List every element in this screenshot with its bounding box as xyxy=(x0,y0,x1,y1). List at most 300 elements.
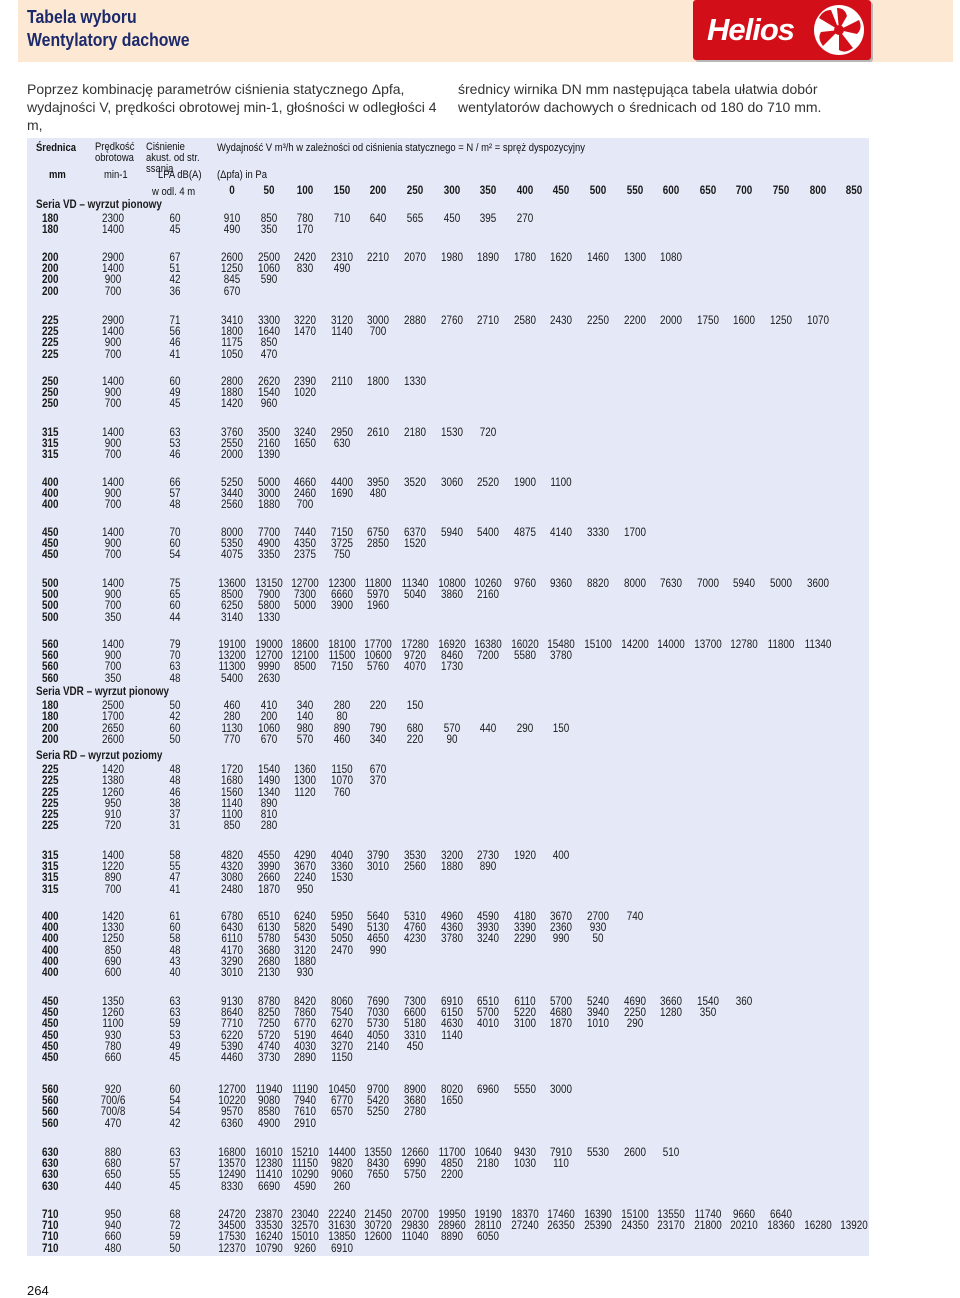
speed-cell: 1400 xyxy=(101,326,125,339)
speed-cell: 700 xyxy=(104,600,122,613)
noise-cell: 49 xyxy=(169,387,181,400)
capacity-cell: 2000 xyxy=(220,449,244,462)
noise-cell: 44 xyxy=(169,611,181,624)
capacity-cell: 9080 xyxy=(257,1095,280,1108)
capacity-cell: 1870 xyxy=(550,1018,573,1031)
capacity-cell: 17460 xyxy=(547,1209,576,1221)
speed-cell: 950 xyxy=(104,1209,122,1221)
capacity-cell: 29830 xyxy=(401,1220,429,1233)
noise-cell: 60 xyxy=(169,600,181,613)
capacity-cell: 3310 xyxy=(403,1029,427,1042)
noise-cell: 53 xyxy=(169,438,181,451)
pressure-header: 350 xyxy=(479,185,497,197)
capacity-cell: 490 xyxy=(333,263,351,276)
header-unit-min: min-1 xyxy=(104,169,128,181)
capacity-cell: 4350 xyxy=(294,538,317,551)
capacity-cell: 2210 xyxy=(367,252,390,264)
diameter-cell: 560 xyxy=(42,1095,59,1108)
diameter-cell: 450 xyxy=(42,1052,59,1064)
capacity-cell: 23170 xyxy=(657,1220,685,1233)
capacity-cell: 6660 xyxy=(330,589,353,602)
capacity-cell: 1030 xyxy=(513,1158,536,1171)
capacity-cell: 1890 xyxy=(477,252,500,264)
capacity-cell: 10220 xyxy=(218,1095,246,1108)
capacity-cell: 3330 xyxy=(586,527,610,539)
noise-cell: 47 xyxy=(169,872,181,885)
noise-cell: 56 xyxy=(169,326,181,339)
capacity-cell: 16920 xyxy=(437,639,466,651)
diameter-cell: 200 xyxy=(42,733,59,746)
capacity-cell: 4850 xyxy=(440,1158,463,1171)
noise-cell: 79 xyxy=(169,639,181,651)
speed-cell: 1260 xyxy=(101,786,125,799)
capacity-cell: 720 xyxy=(479,427,497,439)
capacity-cell: 1800 xyxy=(220,326,244,339)
capacity-cell: 1720 xyxy=(220,764,244,777)
diameter-cell: 630 xyxy=(42,1147,59,1159)
capacity-cell: 12700 xyxy=(291,578,319,590)
capacity-cell: 13200 xyxy=(218,650,246,663)
noise-cell: 54 xyxy=(169,1106,181,1119)
capacity-cell: 4640 xyxy=(330,1029,353,1042)
capacity-cell: 1060 xyxy=(257,722,280,735)
noise-cell: 72 xyxy=(169,1220,181,1233)
speed-cell: 480 xyxy=(104,1242,122,1255)
capacity-cell: 2200 xyxy=(440,1169,463,1182)
noise-cell: 63 xyxy=(169,661,181,674)
capacity-cell: 1070 xyxy=(806,315,829,327)
capacity-cell: 10290 xyxy=(291,1169,319,1182)
capacity-cell: 110 xyxy=(553,1158,570,1171)
capacity-cell: 1420 xyxy=(220,398,244,411)
capacity-cell: 8430 xyxy=(367,1158,390,1171)
capacity-cell: 3390 xyxy=(513,922,536,935)
capacity-cell: 350 xyxy=(699,1007,717,1020)
capacity-cell: 7900 xyxy=(257,589,280,602)
header-unit-mm: mm xyxy=(49,169,66,181)
capacity-cell: 1880 xyxy=(294,955,317,968)
capacity-cell: 990 xyxy=(553,933,570,946)
diameter-cell: 450 xyxy=(42,1040,59,1053)
capacity-cell: 12490 xyxy=(218,1169,246,1182)
diameter-cell: 200 xyxy=(42,274,59,287)
capacity-cell: 450 xyxy=(406,1040,424,1053)
capacity-cell: 2520 xyxy=(477,477,500,489)
noise-cell: 36 xyxy=(169,285,181,298)
capacity-cell: 15100 xyxy=(620,1209,649,1221)
capacity-cell: 670 xyxy=(260,733,277,746)
diameter-cell: 225 xyxy=(42,786,59,799)
capacity-cell: 12600 xyxy=(364,1231,393,1244)
capacity-cell: 3350 xyxy=(257,549,280,562)
capacity-cell: 370 xyxy=(370,775,387,788)
pressure-header: 750 xyxy=(772,185,790,197)
capacity-cell: 6110 xyxy=(221,933,243,946)
capacity-cell: 5700 xyxy=(550,996,573,1008)
capacity-cell: 6050 xyxy=(477,1231,500,1244)
speed-cell: 930 xyxy=(104,1029,122,1042)
capacity-cell: 1150 xyxy=(331,1052,353,1064)
diameter-cell: 630 xyxy=(42,1180,59,1193)
noise-cell: 50 xyxy=(169,733,181,746)
capacity-cell: 32570 xyxy=(291,1220,319,1233)
capacity-cell: 3010 xyxy=(220,967,244,979)
capacity-cell: 7300 xyxy=(294,589,317,602)
noise-cell: 48 xyxy=(169,499,181,512)
capacity-cell: 1640 xyxy=(257,326,280,339)
speed-cell: 900 xyxy=(104,387,122,400)
capacity-cell: 1620 xyxy=(550,252,573,264)
speed-cell: 660 xyxy=(104,1052,122,1064)
noise-cell: 50 xyxy=(169,700,181,713)
capacity-cell: 220 xyxy=(370,700,387,713)
capacity-cell: 12700 xyxy=(254,650,283,663)
capacity-cell: 2140 xyxy=(367,1040,390,1053)
speed-cell: 890 xyxy=(104,872,122,885)
capacity-cell: 5000 xyxy=(257,477,280,489)
capacity-cell: 3410 xyxy=(220,315,244,327)
diameter-cell: 560 xyxy=(42,672,59,685)
capacity-cell: 3670 xyxy=(294,861,317,874)
capacity-cell: 3680 xyxy=(403,1095,427,1108)
capacity-cell: 3140 xyxy=(220,611,244,624)
capacity-cell: 4460 xyxy=(220,1052,244,1064)
capacity-cell: 2460 xyxy=(294,488,317,501)
capacity-cell: 2500 xyxy=(257,252,280,264)
capacity-cell: 13150 xyxy=(254,578,283,590)
noise-cell: 45 xyxy=(169,1052,181,1064)
capacity-cell: 770 xyxy=(223,733,241,746)
capacity-cell: 280 xyxy=(333,700,351,713)
capacity-cell: 17530 xyxy=(218,1231,246,1244)
capacity-cell: 1100 xyxy=(550,477,573,489)
capacity-cell: 2480 xyxy=(220,883,244,896)
capacity-cell: 6960 xyxy=(477,1084,500,1096)
diameter-cell: 315 xyxy=(42,449,59,462)
capacity-cell: 14400 xyxy=(328,1147,356,1159)
noise-cell: 63 xyxy=(169,1147,181,1159)
header-speed: Prędkość obrotowa xyxy=(95,141,135,164)
capacity-cell: 6910 xyxy=(330,1242,353,1255)
capacity-cell: 7540 xyxy=(330,1007,353,1020)
diameter-cell: 225 xyxy=(42,764,59,777)
capacity-cell: 1070 xyxy=(330,775,353,788)
capacity-cell: 6240 xyxy=(294,911,317,923)
capacity-cell: 3300 xyxy=(257,315,280,327)
capacity-cell: 1650 xyxy=(440,1095,463,1108)
capacity-cell: 2070 xyxy=(403,252,427,264)
capacity-cell: 8060 xyxy=(330,996,353,1008)
capacity-cell: 7150 xyxy=(330,661,353,674)
capacity-cell: 3000 xyxy=(257,488,280,501)
capacity-cell: 3500 xyxy=(257,427,280,439)
capacity-cell: 7910 xyxy=(550,1147,573,1159)
capacity-cell: 4360 xyxy=(440,922,463,935)
series-label: Seria VD – wyrzut pionowy xyxy=(36,199,162,211)
capacity-cell: 1250 xyxy=(220,263,244,276)
capacity-cell: 13600 xyxy=(218,578,246,590)
capacity-cell: 780 xyxy=(296,213,314,226)
noise-cell: 65 xyxy=(169,589,181,602)
capacity-cell: 700 xyxy=(370,326,387,339)
diameter-cell: 450 xyxy=(42,1018,59,1031)
capacity-cell: 750 xyxy=(333,549,351,562)
capacity-cell: 3440 xyxy=(220,488,244,501)
speed-cell: 2650 xyxy=(101,722,125,735)
capacity-cell: 4320 xyxy=(220,861,244,874)
capacity-cell: 18360 xyxy=(767,1220,795,1233)
noise-cell: 42 xyxy=(169,274,181,287)
page-title xyxy=(27,6,190,52)
speed-cell: 1260 xyxy=(101,1007,125,1020)
capacity-cell: 6990 xyxy=(403,1158,427,1171)
capacity-cell: 8460 xyxy=(440,650,463,663)
pressure-header: 850 xyxy=(845,185,863,197)
capacity-cell: 3930 xyxy=(477,922,500,935)
diameter-cell: 450 xyxy=(42,549,59,562)
capacity-cell: 4960 xyxy=(440,911,463,923)
header-unit-dp: (Δpfa) in Pa xyxy=(217,169,267,181)
capacity-cell: 2430 xyxy=(550,315,573,327)
diameter-cell: 250 xyxy=(42,387,59,400)
noise-cell: 43 xyxy=(169,955,181,968)
diameter-cell: 560 xyxy=(42,1117,59,1130)
diameter-cell: 710 xyxy=(42,1209,59,1221)
noise-cell: 49 xyxy=(169,1040,181,1053)
capacity-cell: 3730 xyxy=(257,1052,280,1064)
capacity-cell: 23040 xyxy=(291,1209,319,1221)
capacity-cell: 1960 xyxy=(367,600,390,613)
capacity-cell: 3200 xyxy=(440,850,463,862)
capacity-cell: 13570 xyxy=(218,1158,246,1171)
speed-cell: 1400 xyxy=(101,639,125,651)
diameter-cell: 250 xyxy=(42,376,59,388)
capacity-cell: 2160 xyxy=(477,589,500,602)
capacity-cell: 3780 xyxy=(440,933,463,946)
capacity-cell: 8580 xyxy=(257,1106,280,1119)
capacity-cell: 1140 xyxy=(440,1029,463,1042)
capacity-cell: 640 xyxy=(370,213,387,226)
capacity-cell: 6220 xyxy=(220,1029,244,1042)
capacity-cell: 2470 xyxy=(330,944,353,957)
capacity-cell: 3240 xyxy=(477,933,500,946)
capacity-cell: 1880 xyxy=(257,499,280,512)
capacity-cell: 2950 xyxy=(330,427,353,439)
speed-cell: 690 xyxy=(104,955,122,968)
capacity-cell: 20210 xyxy=(730,1220,759,1233)
capacity-cell: 5050 xyxy=(330,933,353,946)
title-line-2: Wentylatory dachowe xyxy=(27,30,190,50)
pressure-header: 0 xyxy=(229,185,235,197)
capacity-cell: 7150 xyxy=(330,527,353,539)
capacity-cell: 8780 xyxy=(257,996,280,1008)
capacity-cell: 3660 xyxy=(660,996,683,1008)
capacity-cell: 845 xyxy=(223,274,241,287)
capacity-cell: 5350 xyxy=(220,538,244,551)
capacity-cell: 7200 xyxy=(477,650,500,663)
diameter-cell: 250 xyxy=(42,398,59,411)
noise-cell: 60 xyxy=(169,538,181,551)
capacity-cell: 6510 xyxy=(257,911,280,923)
capacity-cell: 34500 xyxy=(218,1220,246,1233)
capacity-cell: 630 xyxy=(333,438,351,451)
page-number: 264 xyxy=(27,1283,49,1298)
capacity-cell: 5550 xyxy=(513,1084,536,1096)
noise-cell: 60 xyxy=(169,722,181,735)
capacity-cell: 5820 xyxy=(294,922,317,935)
speed-cell: 700 xyxy=(104,499,122,512)
capacity-cell: 10260 xyxy=(474,578,502,590)
capacity-cell: 2580 xyxy=(513,315,536,327)
noise-cell: 48 xyxy=(169,672,181,685)
speed-cell: 2600 xyxy=(101,733,125,746)
capacity-cell: 4230 xyxy=(403,933,427,946)
title-line-1: Tabela wyboru xyxy=(27,7,137,27)
diameter-cell: 500 xyxy=(42,611,59,624)
helios-logo xyxy=(693,0,871,60)
header-capacity: Wydajność V m³/h w zależności od ciśnienia statycznego = N / m² = spręż dyspozycyjny xyxy=(217,142,585,154)
speed-cell: 900 xyxy=(104,538,122,551)
capacity-cell: 3060 xyxy=(440,477,463,489)
capacity-cell: 7860 xyxy=(294,1007,317,1020)
capacity-cell: 12660 xyxy=(401,1147,429,1159)
capacity-cell: 1175 xyxy=(221,337,243,350)
capacity-cell: 6910 xyxy=(440,996,463,1008)
capacity-cell: 360 xyxy=(736,996,753,1008)
capacity-cell: 2610 xyxy=(367,427,390,439)
capacity-cell: 11740 xyxy=(694,1209,722,1221)
speed-cell: 350 xyxy=(104,611,122,624)
capacity-cell: 14200 xyxy=(620,639,649,651)
noise-cell: 60 xyxy=(169,376,181,388)
capacity-cell: 1330 xyxy=(257,611,280,624)
speed-cell: 440 xyxy=(104,1180,122,1193)
capacity-cell: 830 xyxy=(296,263,314,276)
noise-cell: 51 xyxy=(169,263,181,276)
capacity-cell: 440 xyxy=(479,722,497,735)
speed-cell: 2300 xyxy=(101,213,125,226)
capacity-cell: 810 xyxy=(260,809,277,821)
noise-cell: 60 xyxy=(169,213,181,226)
noise-cell: 45 xyxy=(169,224,181,237)
capacity-cell: 4740 xyxy=(257,1040,280,1053)
capacity-cell: 5390 xyxy=(220,1040,244,1053)
capacity-cell: 1540 xyxy=(257,387,280,400)
capacity-cell: 2420 xyxy=(294,252,317,264)
capacity-cell: 8890 xyxy=(440,1231,463,1244)
capacity-cell: 6510 xyxy=(477,996,500,1008)
capacity-cell: 290 xyxy=(516,722,534,735)
capacity-cell: 2780 xyxy=(403,1106,427,1119)
noise-cell: 59 xyxy=(169,1231,181,1244)
capacity-cell: 1150 xyxy=(331,764,353,777)
capacity-cell: 18370 xyxy=(511,1209,539,1221)
capacity-cell: 4180 xyxy=(513,911,536,923)
capacity-cell: 17280 xyxy=(401,639,429,651)
capacity-cell: 1010 xyxy=(586,1018,610,1031)
capacity-cell: 5430 xyxy=(294,933,317,946)
capacity-cell: 3600 xyxy=(806,578,829,590)
capacity-cell: 7000 xyxy=(696,578,719,590)
speed-cell: 1100 xyxy=(102,1018,124,1031)
capacity-cell: 6360 xyxy=(220,1117,244,1130)
diameter-cell: 560 xyxy=(42,1084,59,1096)
capacity-cell: 4900 xyxy=(257,1117,280,1130)
capacity-cell: 350 xyxy=(260,224,277,237)
capacity-cell: 9700 xyxy=(367,1084,390,1096)
capacity-cell: 8420 xyxy=(294,996,317,1008)
capacity-cell: 6640 xyxy=(769,1209,793,1221)
capacity-cell: 1700 xyxy=(623,527,646,539)
capacity-cell: 6570 xyxy=(330,1106,353,1119)
diameter-cell: 200 xyxy=(42,263,59,276)
capacity-cell: 2600 xyxy=(623,1147,646,1159)
capacity-cell: 2800 xyxy=(220,376,244,388)
capacity-cell: 1390 xyxy=(257,449,280,462)
capacity-cell: 3080 xyxy=(220,872,244,885)
capacity-cell: 1600 xyxy=(733,315,756,327)
capacity-cell: 400 xyxy=(553,850,570,862)
pressure-header: 300 xyxy=(443,185,460,197)
capacity-cell: 480 xyxy=(370,488,387,501)
capacity-cell: 1050 xyxy=(220,348,244,361)
diameter-cell: 225 xyxy=(42,775,59,788)
capacity-cell: 1870 xyxy=(257,883,280,896)
logo-text: Helios xyxy=(707,12,795,47)
speed-cell: 1400 xyxy=(101,427,125,439)
speed-cell: 350 xyxy=(104,672,122,685)
capacity-cell: 2700 xyxy=(586,911,610,923)
capacity-cell: 395 xyxy=(479,213,497,226)
capacity-cell: 670 xyxy=(370,764,387,777)
capacity-cell: 9130 xyxy=(220,996,244,1008)
capacity-cell: 6130 xyxy=(257,922,280,935)
capacity-cell: 930 xyxy=(589,922,607,935)
capacity-cell: 2200 xyxy=(623,315,646,327)
capacity-cell: 9260 xyxy=(294,1242,317,1255)
speed-cell: 700/6 xyxy=(100,1095,126,1108)
capacity-cell: 850 xyxy=(260,337,277,350)
capacity-cell: 9430 xyxy=(513,1147,536,1159)
capacity-cell: 8000 xyxy=(623,578,646,590)
noise-cell: 68 xyxy=(169,1209,181,1221)
capacity-cell: 21450 xyxy=(364,1209,393,1221)
header-noise: Ciśnienie akust. od str. ssania xyxy=(146,141,200,175)
noise-cell: 59 xyxy=(169,1018,181,1031)
capacity-cell: 260 xyxy=(333,1180,351,1193)
speed-cell: 1420 xyxy=(101,764,125,777)
diameter-cell: 200 xyxy=(42,722,59,735)
speed-cell: 910 xyxy=(104,809,122,821)
capacity-cell: 9820 xyxy=(330,1158,353,1171)
capacity-cell: 280 xyxy=(223,711,241,724)
capacity-cell: 740 xyxy=(626,911,643,923)
speed-cell: 1220 xyxy=(101,861,125,874)
capacity-cell: 11800 xyxy=(767,639,795,651)
diameter-cell: 200 xyxy=(42,252,59,264)
capacity-cell: 3240 xyxy=(294,427,317,439)
diameter-cell: 225 xyxy=(42,315,59,327)
capacity-cell: 340 xyxy=(296,700,314,713)
capacity-cell: 8000 xyxy=(220,527,244,539)
speed-cell: 650 xyxy=(104,1169,122,1182)
capacity-cell: 490 xyxy=(223,224,241,237)
capacity-cell: 8250 xyxy=(257,1007,280,1020)
capacity-cell: 2000 xyxy=(660,315,683,327)
capacity-cell: 5000 xyxy=(294,600,317,613)
capacity-cell: 7630 xyxy=(660,578,683,590)
capacity-cell: 3790 xyxy=(367,850,390,862)
